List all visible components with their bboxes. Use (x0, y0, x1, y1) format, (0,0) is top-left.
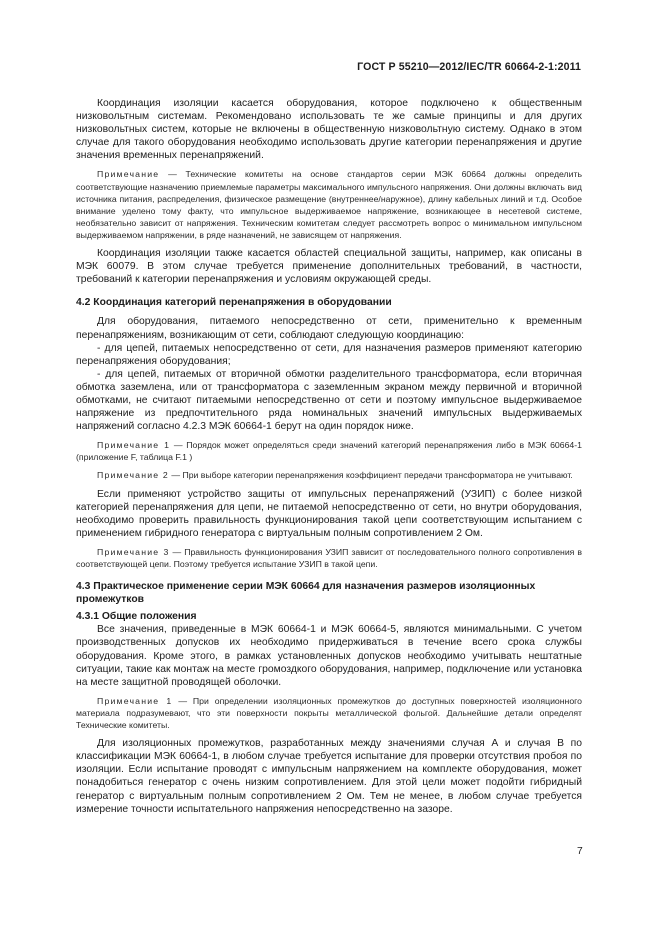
section-heading-4-3: 4.3 Практическое применение серии МЭК 60664 для назначения размеров изоляционных промежутков (76, 581, 536, 606)
note-1 (76, 168, 582, 241)
paragraph-2: Координация изоляции также касается областей специальной защиты, например, как описаны в МЭК 60079. В этом случае требуется применение дополнительных требований, в частности, требований к категории перенапряжения и условиям окружающей среды. (76, 248, 582, 286)
note-2-label: Примечание 1 (97, 440, 171, 451)
paragraph-5: - для цепей, питаемых от вторичной обмотки разделительного трансформатора, если вторичная обмотка заземлена, или от трансформатора с заземленным экраном между первичной и вторичной обмотками, не считают питаемыми непосредственно от сети и поэтому импульсное выдерживаемое напряжение из предпочтительного ряда номинальных значений импульсных выдерживаемых напряжений согласно 4.2.3 МЭК 60664-1 берут на один порядок ниже. (76, 368, 582, 433)
note-5-text: — При определении изоляционных промежутков до доступных поверхностей изоляционного материала подразумевают, что эти поверхности покрыты металлической фольгой. Дальнейшие детали определят Технические комитеты. (76, 695, 582, 731)
page-number: 7 (577, 846, 583, 857)
note-3 (76, 469, 582, 481)
paragraph-7: Все значения, приведенные в МЭК 60664-1 и МЭК 60664-5, являются минимальными. С учетом производственных допусков их необходимо придерживаться в течение всего срока службы оборудования. Кроме этого, в рамках установленных допусков необходимо учитывать нештатные ситуации, такие как монтаж на месте громоздкого оборудования, например, подключение или установка на месте защитной проводящей оболочки. (76, 624, 582, 688)
paragraph-8: Для изоляционных промежутков, разработанных между значениями случая А и случая В по классификации МЭК 60664-1, в любом случае требуется испытание для проверки отсутствия пробоя по изоляции. Если испытание проводят с импульсным напряжением на комплекте оборудования, может понадобиться генератор с очень низким сопротивлением. Для этой цели может подойти гибридный генератор с виртуальным полным сопротивлением 2 Ом. Тем не менее, в любом случае требуется измерение точности испытательного напряжения непосредственно на зазоре. (76, 738, 582, 815)
note-4-label: Примечание 3 (97, 546, 170, 557)
note-3-text: — При выборе категории перенапряжения коэффициент передачи трансформатора не учитывают. (168, 470, 573, 481)
note-3-label: Примечание 2 (97, 470, 169, 481)
paragraph-1: Координация изоляции касается оборудования, которое подключено к общественным низковольтным системам. Рекомендовано использовать те же самые принципы и для других низковольтных систем, которые не включены в общественную низковольтную систему. Однако в этом случае для такого оборудования необходимо использовать другие категории перенапряжения и другие значения временных перенапряжений. (76, 98, 582, 162)
paragraph-3: Для оборудования, питаемого непосредственно от сети, применительно к временным перенапряжениям, возникающим от сети, соблюдают следующую координацию: (76, 316, 582, 341)
document-body (76, 97, 582, 816)
paragraph-4: - для цепей, питаемых непосредственно от сети, для назначения размеров применяют категорию перенапряжения оборудования; (76, 342, 582, 367)
section-heading-4-3-1: 4.3.1 Общие положения (76, 611, 197, 623)
note-4 (76, 546, 582, 570)
note-5 (76, 695, 582, 731)
note-1-text: — Технические комитеты на основе стандартов серии МЭК 60664 должны определить соответствующие назначению приемлемые параметры максимального импульсного напряжения. Они должны включать вид источника питания, распределения, физическое размещение (внутреннее/наружное), длину кабельных линий и т.д. Особое внимание уделено тому факту, что импульсное выдерживаемое напряжение, возникающее в несетевой системе, необязательно зависит от напряжения. Техническим комитетам следует рассмотреть вопрос о минимальном импульсном выдерживаемом напряжении, в ряде назначений, не зависящем от напряжения. (76, 169, 582, 240)
section-heading-4-2: 4.2 Координация категорий перенапряжения в оборудовании (76, 297, 392, 309)
note-2 (76, 439, 582, 463)
document-header: ГОСТ Р 55210—2012/IEC/TR 60664-2-1:2011 (357, 61, 581, 73)
note-1-label: Примечание (97, 169, 160, 180)
note-4-text: — Правильность функционирования УЗИП зависит от последовательного полного сопротивления в соответствующей цепи. Поэтому требуется испытание УЗИП в такой цепи. (76, 546, 582, 569)
note-5-label: Примечание 1 (97, 695, 173, 706)
paragraph-6: Если применяют устройство защиты от импульсных перенапряжений (УЗИП) с более низкой категорией перенапряжения для цепи, не питаемой непосредственно от сети, но внутри оборудования, необходимо проверить правильность функционирования такой цепи соответствующим испытанием с применением гибридного генератора с виртуальным полным сопротивлением 2 Ом. (76, 488, 582, 539)
note-2-text: — Порядок может определяться среди значений категорий перенапряжения либо в МЭК 60664-1 (приложение F, таблица F.1 ) (76, 440, 582, 463)
